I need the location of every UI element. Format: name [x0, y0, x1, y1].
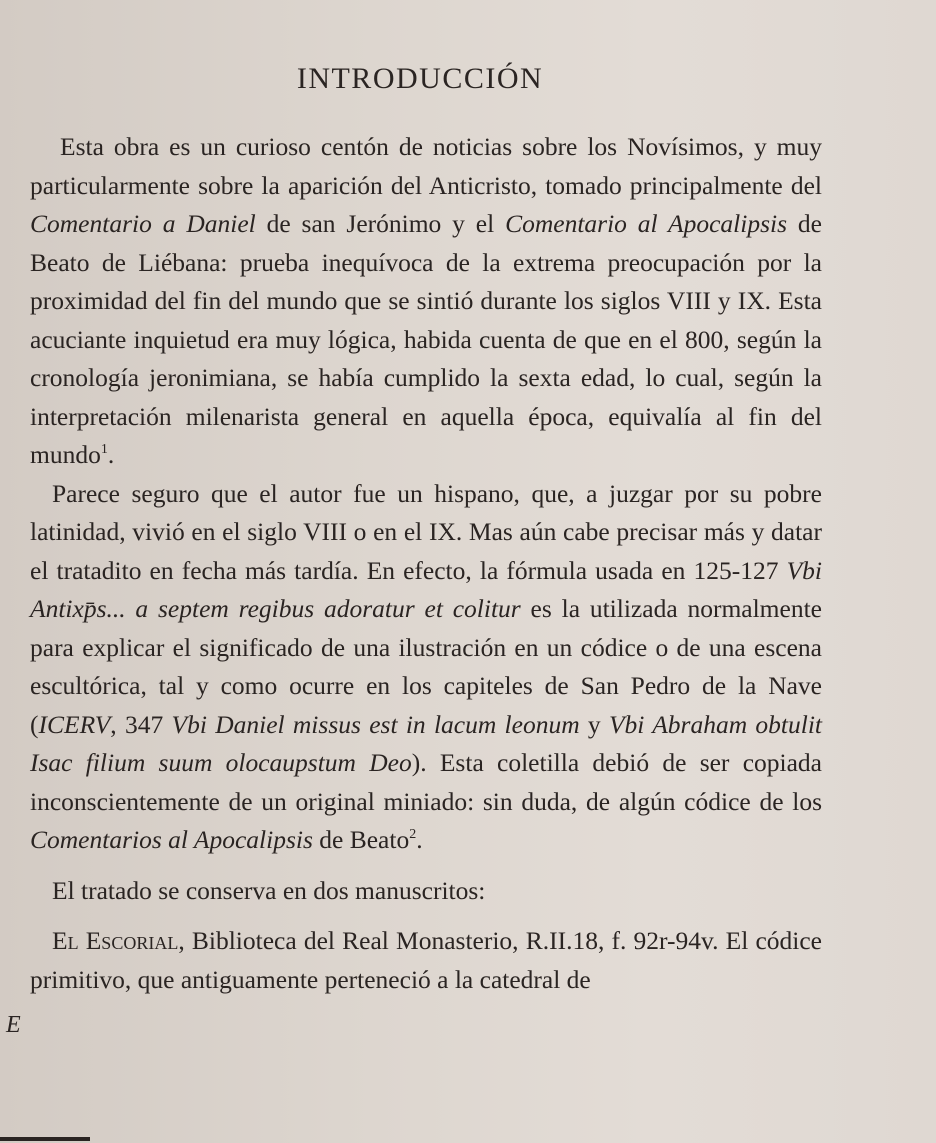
- citation-icerv: ICERV: [38, 709, 111, 739]
- manuscript-entry-escorial: [30, 922, 822, 999]
- paragraph-3: El tratado se conserva en dos manuscritos:: [52, 875, 486, 905]
- latin-quote-daniel: Vbi Daniel missus est in lacum leonum: [171, 709, 580, 739]
- latin-quote-antichrist: Vbi Antixp̄s... a septem regibus adoratur et colitur: [30, 555, 822, 623]
- work-title-comentario-daniel: Comentario a Daniel: [30, 209, 256, 238]
- paragraph-1-text-4: .: [107, 440, 115, 469]
- paragraph-2: [30, 475, 822, 860]
- paragraph-1-text-1: Esta obra es un curioso centón de noticias sobre los Novísimos, y muy particularmente sobre la aparición del Anticristo, tomado principalmente del: [30, 132, 822, 200]
- body-text: [30, 128, 822, 999]
- paragraph-1: [30, 128, 822, 475]
- paragraph-2-text-7: .: [416, 825, 423, 854]
- work-title-comentario-apocalipsis: Comentario al Apocalipsis: [505, 209, 788, 238]
- paragraph-2-text-4: y: [579, 709, 609, 739]
- paragraph-2-text-1: Parece seguro que el autor fue un hispano, que, a juzgar por su pobre latinidad, vivió en el siglo VIII o en el IX. Mas aún cabe precisar más y datar el tratadito en fecha más tardía. En efecto, la fórmula usada en: [30, 478, 822, 585]
- paragraph-1-text-3: de Beato de Liébana: prueba inequívoca de la extrema preocupación por la proximidad del fin del mundo que se sintió durante los siglos VIII y IX. Esta acuciante inquietud era muy lógica, habida cuenta de que en el 800, según la cronología jeronimiana, se había cumplido la sexta edad, lo cual, según la interpretación milenarista general en aquella época, equivalía al fin del mundo: [30, 209, 822, 469]
- paragraph-2-text-2: es la utilizada normalmente para explicar el significado de una ilustración en un códice o de una escena escultórica, tal y como ocurre en los capiteles de San Pedro de la Nave (: [30, 594, 822, 739]
- manuscript-description: , Biblioteca del Real Monasterio, R.II.18, f. 92r-94v. El códice primitivo, que antiguamente perteneció a la catedral de: [30, 926, 822, 994]
- manuscript-siglum: E: [6, 1012, 21, 1038]
- latin-quote-abraham: Vbi Abraham obtulit Isac filium suum olocaupstum Deo: [30, 709, 823, 777]
- footnote-ref-2[interactable]: 2: [409, 827, 417, 842]
- paragraph-2-text-6: de Beato: [312, 825, 410, 854]
- footnote-rule: [0, 1137, 90, 1141]
- paragraph-1-text-2: de san Jerónimo y el: [255, 209, 506, 238]
- line-reference: 125-127: [693, 555, 779, 585]
- paragraph-2-text-3: , 347: [110, 709, 172, 739]
- page-title: INTRODUCCIÓN: [296, 62, 544, 95]
- footnote-ref-1[interactable]: 1: [100, 442, 108, 457]
- manuscript-location: El Escorial: [52, 926, 179, 955]
- paragraph-2-text-5: ). Esta coletilla debió de ser copiada inconscientemente de un original miniado: sin duda, de algún códice de los: [30, 748, 822, 816]
- work-title-comentarios-apocalipsis: Comentarios al Apocalipsis: [30, 825, 313, 854]
